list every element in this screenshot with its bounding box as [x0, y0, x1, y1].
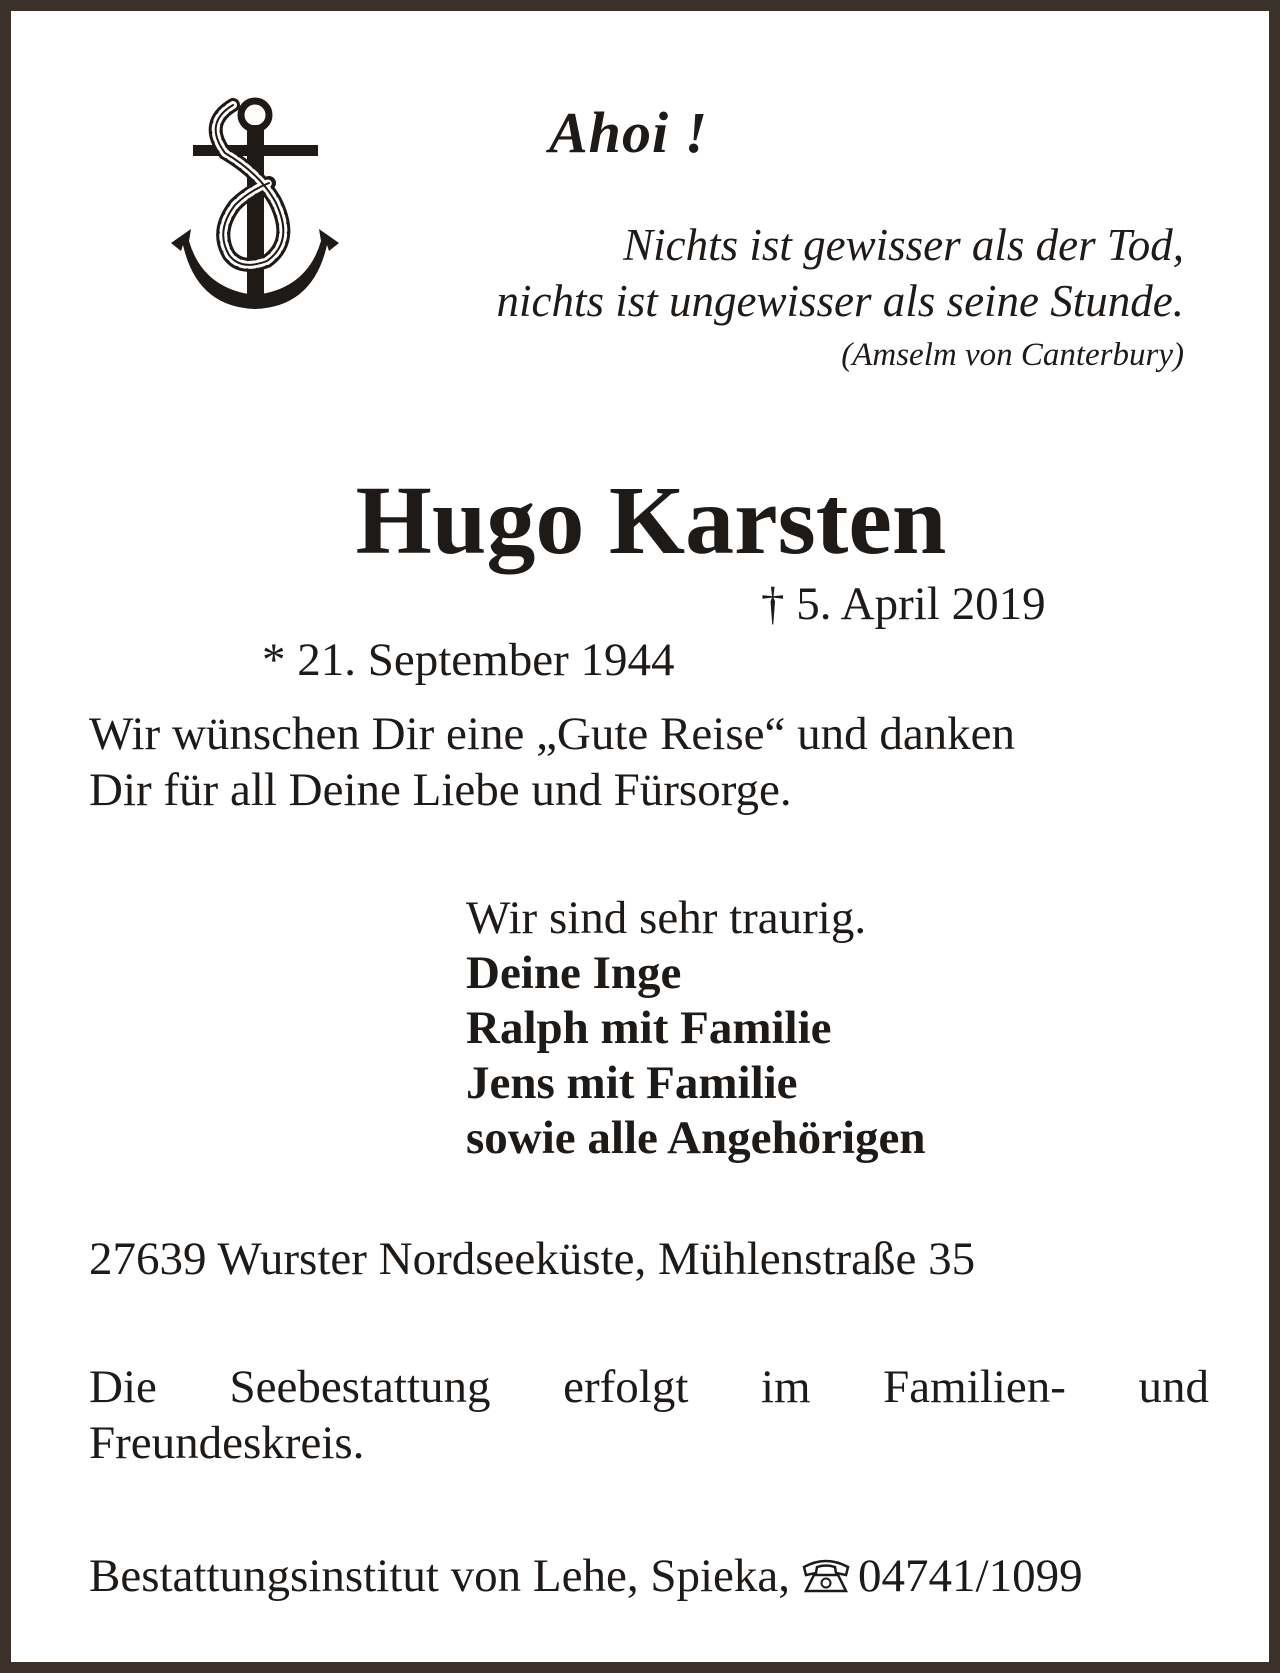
- phone-number: 04741/1099: [858, 1550, 1083, 1602]
- telephone-icon: [800, 1555, 852, 1595]
- anchor-icon: [163, 93, 348, 313]
- undertaker: [89, 1548, 1083, 1604]
- quote-line: nichts ist ungewisser als seine Stunde.: [496, 276, 1184, 326]
- quote-source: (Amselm von Canterbury): [841, 337, 1184, 373]
- deceased-name: Hugo Karsten: [355, 467, 947, 575]
- mourner-name: Jens mit Familie: [466, 1057, 798, 1109]
- quote: [497, 217, 1184, 375]
- address: 27639 Wurster Nordseeküste, Mühlenstraße 35: [89, 1233, 976, 1285]
- mourners-intro: Wir sind sehr traurig.: [466, 892, 867, 944]
- death-date: † 5. April 2019: [761, 578, 1046, 630]
- farewell-message: [89, 706, 1015, 818]
- burial-word: Familien-: [883, 1361, 1066, 1413]
- greeting: Ahoi !: [549, 100, 709, 165]
- burial-word: Seebestattung: [229, 1361, 491, 1413]
- burial-line: [89, 1359, 1209, 1415]
- burial-word: erfolgt: [563, 1361, 689, 1413]
- burial-note: [89, 1359, 1209, 1471]
- mourner-name: Deine Inge: [466, 947, 682, 999]
- birth-date: * 21. September 1944: [262, 634, 675, 686]
- burial-word: Die: [89, 1361, 157, 1413]
- mourner-name: sowie alle Angehörigen: [466, 1112, 926, 1164]
- burial-word: im: [760, 1361, 811, 1413]
- mourners: [466, 891, 926, 1166]
- message-line: Wir wünschen Dir eine „Gute Reise“ und danken: [89, 708, 1016, 760]
- burial-line: Freundeskreis.: [89, 1417, 365, 1469]
- message-line: Dir für all Deine Liebe und Fürsorge.: [89, 764, 792, 816]
- burial-word: und: [1138, 1361, 1209, 1413]
- mourner-name: Ralph mit Familie: [466, 1002, 832, 1054]
- undertaker-name: Bestattungsinstitut von Lehe, Spieka,: [89, 1550, 791, 1602]
- quote-line: Nichts ist gewisser als der Tod,: [623, 220, 1184, 270]
